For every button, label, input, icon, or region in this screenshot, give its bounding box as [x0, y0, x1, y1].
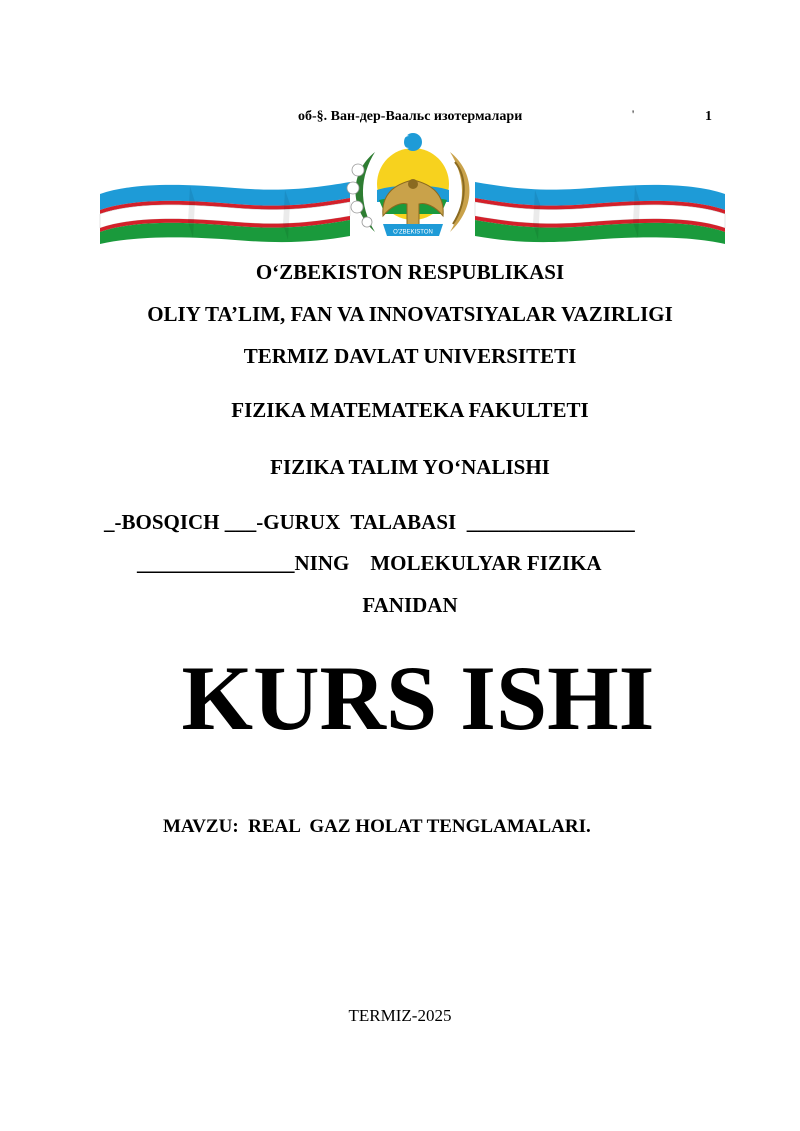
city-year-footer: TERMIZ-2025 [348, 1006, 452, 1025]
header-title: об-§. Ван-дер-Ваальс изотермалари [298, 109, 523, 124]
running-header [0, 109, 800, 129]
direction-heading: FIZIKA TALIM YO‘NALISHI [270, 455, 550, 479]
student-course-group-line: _-BOSQICH ___-GURUX TALABASI ________________ [104, 510, 635, 534]
faculty-heading: FIZIKA MATEMATEKA FAKULTETI [231, 398, 589, 422]
subject-suffix-line: FANIDAN [362, 593, 458, 617]
right-flag-ribbon [475, 182, 725, 244]
student-subject-line: _______________NING MOLEKULYAR FIZIKA [137, 551, 602, 575]
ministry-heading: OLIY TA’LIM, FAN VA INNOVATSIYALAR VAZIRLIGI [147, 302, 673, 326]
document-title: KURS ISHI [181, 647, 655, 749]
university-heading: TERMIZ DAVLAT UNIVERSITETI [243, 344, 577, 368]
state-emblem-banner [95, 132, 730, 244]
header-mark: ' [632, 107, 635, 121]
flag-emblem-icon [95, 132, 730, 244]
left-flag-ribbon [100, 182, 350, 244]
emblem-banner-text: O'ZBEKISTON [393, 229, 433, 236]
coat-of-arms [347, 133, 470, 236]
topic-line: MAVZU: REAL GAZ HOLAT TENGLAMALARI. [163, 816, 591, 837]
page-number: 1 [705, 109, 712, 124]
republic-heading: O‘ZBEKISTON RESPUBLIKASI [255, 260, 565, 284]
